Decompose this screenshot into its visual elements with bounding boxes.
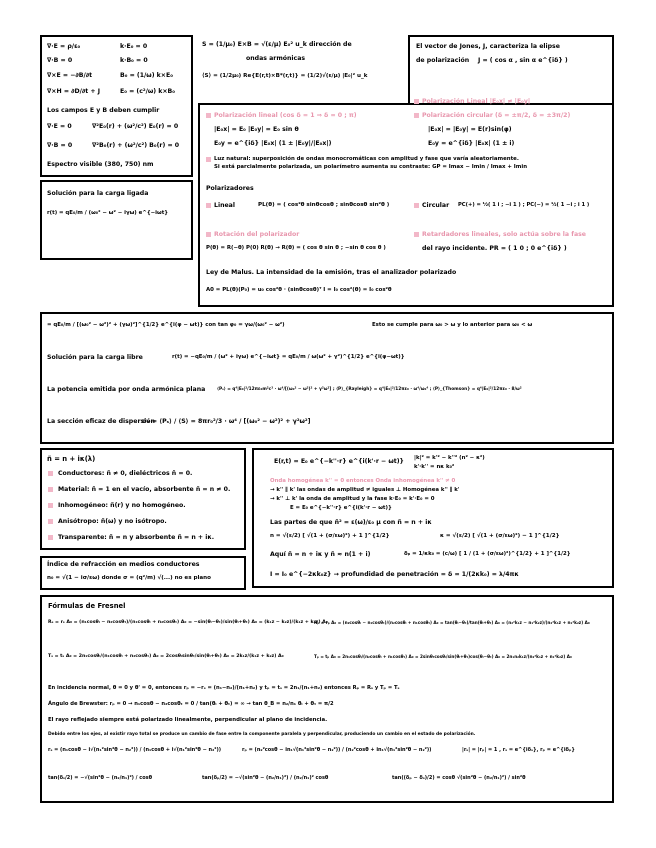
- k-relation-1: |k|² = k'² − k''² (n² − κ²): [414, 455, 485, 461]
- phase-p: tan(δₚ/2) = −√(sin²θ − (n₂/n₁)²) / (n₂/n₁)² cosθ: [202, 775, 329, 781]
- conductor-box: [40, 556, 246, 590]
- bullet-icon: [206, 232, 211, 237]
- skin-depth-eq: δₚ = 1/κk₀ = (c/ω) [ 1 / (1 + (σ/εω)²)^{1/2} + 1 ]^{1/2}: [404, 551, 571, 557]
- circular-polarization-title: Polarización circular (δ = ±π/2, δ = ±3π/2): [422, 112, 571, 119]
- power-eq: ⟨Pₛ⟩ = q⁴|E₀|²/12πε₀m²c³ · ω⁴/[(ω₀² − ω²)² + γ²ω²] ; ⟨P⟩_{Rayleigh} = q⁴|E₀|²/12πε₀ · ω⁴/ω₀⁴ ; ⟨P⟩_{Thomson} = q⁴|E₀|²/12πε₀ · 8/ω²: [217, 387, 522, 392]
- bound-eq: r(t) = qE₀/m / (ω₀² − ω² − iγω) e^{−iωt}: [47, 210, 169, 216]
- index-item-5: Transparente: ñ = n y absorbente ñ = n + iκ.: [58, 534, 215, 541]
- wave-eq: E(r,t) = E₀ e^{−k''·r} e^{i(k'·r − ωt)}: [274, 458, 404, 465]
- natural-light-1: Luz natural: superposición de ondas monocromáticas con amplitud y fase que varía aleatoriamente.: [214, 156, 519, 162]
- bullet-icon: [206, 113, 211, 118]
- normal-incidence: En incidencia normal, θ = 0 y θ' = 0, entonces rₚ = −rₛ = (n₁−n₂)/(n₁+n₂) y tₚ = tₛ = 2n₁/(n₁+n₂) entonces Rₚ = Rₛ y Tₚ = Tₛ: [48, 685, 400, 691]
- malus-title: Ley de Malus. La intensidad de la emisión, tras el analizador polarizado: [206, 269, 457, 276]
- bullet-icon: [414, 232, 419, 237]
- maxwell-row-4a: ∇×H = ∂D/∂t + J: [47, 88, 101, 95]
- linear-polarization-title: Polarización lineal (cos δ = 1 ⇒ δ = 0 ; π): [214, 112, 357, 119]
- maxwell-note: Los campos E y B deben cumplir: [47, 107, 160, 114]
- maxwell-row-2b: k·B₀ = 0: [120, 57, 148, 64]
- index-item-4: Anisótropo: ñ(ω) y no isótropo.: [58, 518, 167, 525]
- jones-title-2: de polarización: [416, 57, 470, 64]
- bullet-icon: [414, 99, 419, 104]
- bullet-icon: [206, 157, 211, 162]
- fresnel-box: [40, 595, 614, 803]
- bullet-icon: [48, 471, 53, 476]
- bullet-icon: [206, 203, 211, 208]
- tir-text: Debido entre los ejes, al existir rayo total se produce un cambio de fase entre la componente paralela y perpendicular, produciendo un cambio en el estado de polarización.: [48, 732, 476, 737]
- cross-section-title: La sección eficaz de dispersión: [47, 418, 155, 425]
- circular-eq-2: E₀y = e^{iδ} |E₀x| (1 ± i): [428, 140, 515, 147]
- bullet-icon: [48, 503, 53, 508]
- fresnel-title: Fórmulas de Fresnel: [48, 602, 126, 610]
- wave-row-4: E = E₀ e^{−k''·r} e^{i(k'·r − ωt)}: [290, 505, 392, 511]
- bullet-icon: [48, 519, 53, 524]
- tir-rs: rₛ = (n₁cosθ − i√(n₁²sin²θ − n₂²)) / (n₁cosθ + i√(n₁²sin²θ − n₂²)): [48, 747, 222, 753]
- bound-charge-box: [40, 180, 193, 260]
- index-item-3: Inhomogéneo: ñ(r) y no homogéneo.: [58, 502, 186, 509]
- wave-row-1: Onda homogénea k'' = 0 entonces Onda inhomogénea k'' ≠ 0: [270, 478, 456, 484]
- circular-polarizer: Circular: [422, 202, 450, 209]
- wave-row-2: → k'' ∥ k' las ondas de amplitud ≠ iguales ⊥ Homogénea k'' ∥ k': [270, 487, 460, 493]
- bullet-icon: [48, 535, 53, 540]
- energy-box: [198, 35, 404, 100]
- poynting-eq: S = (1/μ₀) E×B = √(ε/μ) E₀² u_k dirección de: [202, 41, 352, 48]
- bullet-icon: [414, 203, 419, 208]
- free-charge-eq: r(t) = −qE₀/m / (ω² + iγω) e^{−iωt} = qE₀/m / ω(ω² + γ²)^{1/2} e^{i(φ−ωt)}: [172, 354, 405, 360]
- maxwell-row-3a: ∇×E = −∂B/∂t: [47, 72, 93, 79]
- circular-eq-1: |E₀x| = |E₀y| = E(r)sin(φ): [428, 126, 512, 133]
- linear-polarizer-matrix: PL(θ) = ( cos²θ sinθcosθ ; sinθcosθ sin²θ ): [258, 202, 390, 208]
- rotation-title: Rotación del polarizador: [214, 231, 300, 238]
- bullet-icon: [414, 113, 419, 118]
- bound-phase-note: Esto se cumple para ω₀ > ω y lo anterior para ω₀ < ω: [372, 322, 533, 328]
- phase-s: tan(δₛ/2) = −√(sin²θ − (n₂/n₁)²) / cosθ: [48, 775, 153, 781]
- brewster-angle: Ángulo de Brewster: rₚ = 0 → n₁cosθ − n₂cosθₜ = 0 / tan(θᵢ + θₜ) = ∞ → tan θ_B = n₂/n₁ θᵢ + θₜ = π/2: [48, 701, 334, 707]
- linear-eq-2: E₀y = e^{iδ} |E₀x| (1 ± |E₀y|/|E₀x|): [214, 140, 332, 147]
- rotation-eq: P(θ) = R(−θ) P(0) R(θ) → R(θ) = ( cos θ sin θ ; −sin θ cos θ ): [206, 245, 386, 251]
- maxwell-row-1a: ∇·E = ρ/ε₀: [47, 43, 81, 50]
- free-charge-title: Solución para la carga libre: [47, 354, 143, 361]
- fresnel-ts: Tₛ = tₛ A₀ = 2n₁cosθᵢ/(n₁cosθᵢ + n₂cosθₜ) A₀ = 2cosθᵢsinθₜ/sin(θᵢ+θₜ) A₀ = 2k₁z/(k₁z + k₂z) A₀: [48, 654, 284, 659]
- tir-modulus: |rₛ| = |rₚ| = 1 , rₛ = e^{iδₛ}, rₚ = e^{iδₚ}: [462, 747, 575, 753]
- poynting-note: ondas armónicas: [246, 55, 306, 62]
- maxwell-row-3b: B₀ = (1/ω) k×E₀: [120, 72, 173, 79]
- jones-box: [408, 35, 614, 105]
- attenuation-eq: I = I₀ e^{−2κk₀z} → profundidad de penetración = δ = 1/(2κk₀) = λ/4πκ: [270, 571, 519, 578]
- intensity-eq: ⟨S⟩ = (1/2μ₀) Re{E(r,t)×B*(r,t)} = (1/2)√(ε/μ) |E₀|² u_k: [202, 73, 368, 79]
- visible-spectrum: Espectro visible (380, 750) nm: [47, 161, 154, 168]
- index-item-2: Material: ñ = 1 en el vacío, absorbente ñ = n ≠ 0.: [58, 486, 231, 493]
- linear-polarizer: Lineal: [214, 202, 235, 209]
- helmholtz-e-a: ∇·E = 0: [47, 123, 72, 130]
- jones-title: El vector de Jones, J, caracteriza la elipse: [416, 43, 560, 50]
- helmholtz-b-a: ∇·B = 0: [47, 142, 73, 149]
- jones-vector: J = ( cos α , sin α e^{iδ} ): [478, 57, 568, 64]
- index-box: [40, 448, 246, 550]
- fresnel-rs: Rₛ = rₛ A₀ = (n₁cosθᵢ − n₂cosθₜ)/(n₁cosθᵢ + n₂cosθₜ) A₀ = −sin(θᵢ−θₜ)/sin(θᵢ+θₜ) A₀ = (k₁z − k₂z)/(k₁z + k₂z) A₀: [48, 620, 328, 625]
- k-relation-2: k'·k'' = nκ k₀²: [414, 464, 455, 470]
- helmholtz-b-b: ∇²B₀(r) + (ω²/c²) B₀(r) = 0: [92, 142, 180, 149]
- index-title: ñ = n + iκ(λ): [47, 455, 96, 463]
- malus-eq: A0 = PL(θ)(P₀) = u₀ cos²θ · (sinθcosθ)ᵀ I = I₀ cos²(θ) = I₀ cos²θ: [206, 287, 392, 293]
- maxwell-box: [40, 35, 193, 177]
- kappa-eq: κ = √(ε/2) [ √(1 + (σ/εω)²) − 1 ]^{1/2}: [440, 533, 560, 539]
- bound-title: Solución para la carga ligada: [47, 190, 149, 197]
- wave-box: [252, 448, 614, 588]
- circular-polarizer-matrix: PC(+) = ½( 1 i ; −i 1 ) ; PC(−) = ½( 1 −i ; i 1 ): [458, 202, 590, 208]
- natural-light-2: Si está parcialmente polarizada, un polarímetro aumenta su contraste: GP = Imax − Imin / Imax + Imin: [214, 164, 528, 170]
- maxwell-row-4b: E₀ = (c²/ω) k×B₀: [120, 88, 175, 95]
- power-title: La potencia emitida por onda armónica plana: [47, 386, 206, 393]
- fresnel-rp: Rₚ = rₚ A₀ = (n₂cosθᵢ − n₁cosθₜ)/(n₂cosθᵢ + n₁cosθₜ) A₀ = tan(θᵢ−θₜ)/tan(θᵢ+θₜ) A₀ = (n₂²k₁z − n₁²k₂z)/(n₂²k₁z + n₁²k₂z) A₀: [314, 620, 590, 625]
- lorentz-box: [40, 312, 614, 444]
- polarization-box: [198, 98, 614, 307]
- conductor-eq: n₀ = √(1 − iσ/εω) donde σ = (q²/m) √(...) no es plano: [47, 575, 212, 581]
- helmholtz-e-b: ∇²E₀(r) + (ω²/c²) E₀(r) = 0: [92, 123, 179, 130]
- metal-text: Aquí ñ = n + iκ y ñ ≈ n(1 + i): [270, 551, 371, 558]
- wave-row-3: → k'' ⊥ k' la onda de amplitud y la fase k·E₀ = k'·E₀ = 0: [270, 496, 435, 502]
- cross-section-eq: σₑ = ⟨Pₛ⟩ / ⟨S⟩ = 8πr₀²/3 · ω⁴ / [(ω₀² − ω²)² + γ²ω²]: [142, 418, 311, 425]
- polarizers-title: Polarizadores: [206, 185, 254, 192]
- bound-phase-eq: = qE₀/m / [(ω₀² − ω²)² + (γω)²]^{1/2} e^{i(φ − ωt)} con tan φ₀ = γω/(ω₀² − ω²): [47, 322, 285, 328]
- tir-rp: rₚ = (n₂²cosθ − in₁√(n₁²sin²θ − n₂²)) / (n₂²cosθ + in₁√(n₁²sin²θ − n₂²)): [242, 747, 432, 753]
- n-eq: n = √(ε/2) [ √(1 + (σ/εω)²) + 1 ]^{1/2}: [270, 533, 390, 539]
- brewster-note: El rayo reflejado siempre está polarizado linealmente, perpendicular al plano de incidencia.: [48, 717, 328, 723]
- maxwell-row-1b: k·E₀ = 0: [120, 43, 148, 50]
- jones-linear: Polarización Lineal |E₀x| ≠ |E₀y|: [422, 98, 531, 105]
- fresnel-tp: Tₚ = tₚ A₀ = 2n₁cosθᵢ/(n₂cosθᵢ + n₁cosθₜ) A₀ = 2sinθₜcosθᵢ/sin(θᵢ+θₜ)cos(θᵢ−θₜ) A₀ = 2n₁n₂k₁z/(n₂²k₁z + n₁²k₂z) A₀: [314, 654, 572, 659]
- conductor-title: Índice de refracción en medios conductores: [47, 561, 200, 568]
- bullet-icon: [48, 487, 53, 492]
- index-item-1: Conductores: ñ ≠ 0, dieléctricos ñ = 0.: [58, 470, 193, 477]
- maxwell-row-2a: ∇·B = 0: [47, 57, 73, 64]
- phase-diff: tan((δₚ − δₛ)/2) = cosθ √(sin²θ − (n₂/n₁)²) / sin²θ: [392, 775, 526, 781]
- condition-text: Las partes de que ñ² = ε(ω)/ε₀ μ con ñ = n + iκ: [270, 519, 432, 526]
- retarder-title: Retardadores lineales, solo actúa sobre la fase: [422, 231, 586, 238]
- linear-eq-1: |E₀x| = E₀ |E₀y| = E₀ sin θ: [214, 126, 299, 133]
- retarder-eq: del rayo incidente. PR = ( 1 0 ; 0 e^{iδ} ): [422, 245, 567, 252]
